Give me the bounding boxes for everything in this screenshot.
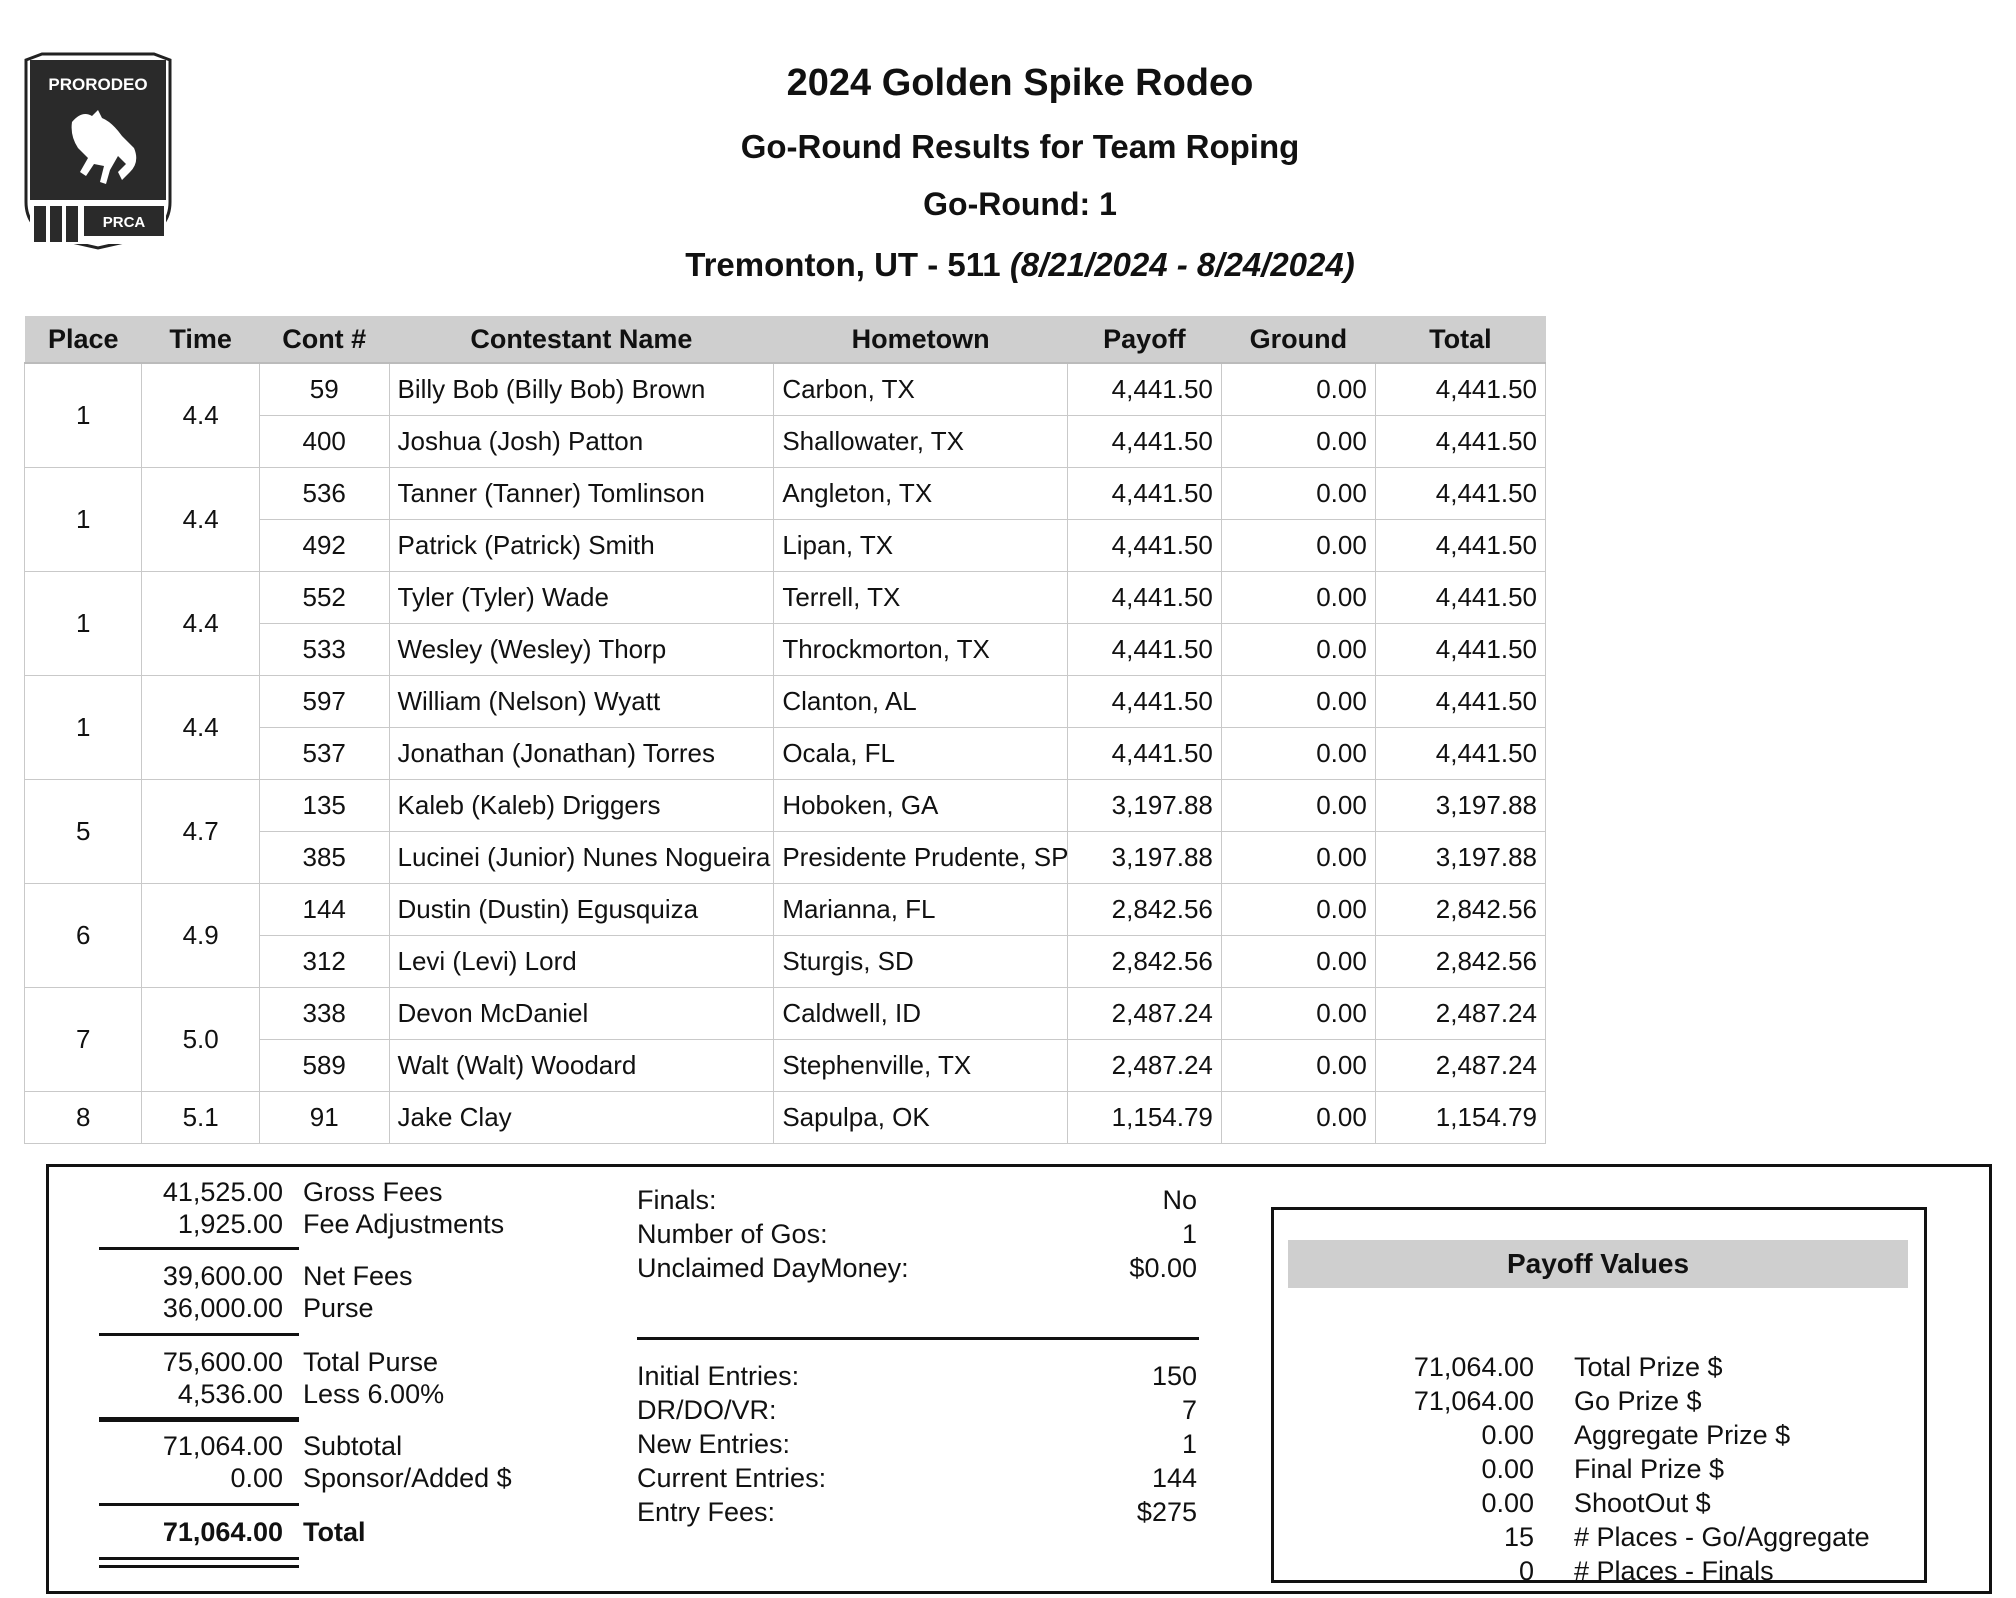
info-row [637,1361,1197,1395]
fee-label: Total [303,1517,366,1547]
hometown-cell: Presidente Prudente, SP [774,832,1068,884]
ground-cell: 0.00 [1221,936,1375,988]
col-header-payoff: Payoff [1067,316,1221,363]
place-cell: 8 [25,1092,142,1144]
place-cell: 6 [25,884,142,988]
payoff-cell: 1,154.79 [1067,1092,1221,1144]
prca-prorodeo-logo [22,52,174,250]
fee-label: Fee Adjustments [303,1209,505,1239]
info-value: 1 [1181,1219,1197,1249]
info-value: 1 [1181,1429,1197,1459]
total-cell: 4,441.50 [1375,676,1545,728]
time-cell: 4.4 [142,572,259,676]
info-label: Initial Entries: [637,1361,800,1391]
cont-num-cell: 536 [259,468,389,520]
total-cell: 2,842.56 [1375,936,1545,988]
time-cell: 4.7 [142,780,259,884]
fee-label: Gross Fees [303,1177,443,1207]
payoff-values-title: Payoff Values [1288,1240,1908,1288]
payoff-label: Go Prize $ [1574,1386,1702,1416]
total-cell: 4,441.50 [1375,624,1545,676]
fee-amount: 36,000.00 [162,1293,283,1323]
time-cell: 4.4 [142,468,259,572]
payoff-value: 71,064.00 [1413,1352,1534,1382]
page-title: 2024 Golden Spike Rodeo [786,62,1254,104]
time-cell: 4.4 [142,676,259,780]
fee-amount: 71,064.00 [162,1431,283,1461]
fee-row [49,1261,609,1295]
go-round-label: Go-Round: 1 [923,186,1117,222]
total-cell: 2,842.56 [1375,884,1545,936]
col-header-total: Total [1375,316,1545,363]
fee-row [49,1347,609,1381]
cont-num-cell: 537 [259,728,389,780]
contestant-name-cell: Patrick (Patrick) Smith [389,520,774,572]
table-row [25,572,1546,624]
info-label: Finals: [637,1185,717,1215]
fee-amount: 0.00 [230,1463,283,1493]
info-divider [637,1337,1199,1340]
time-cell: 4.9 [142,884,259,988]
hometown-cell: Caldwell, ID [774,988,1068,1040]
contestant-name-cell: Jake Clay [389,1092,774,1144]
info-label: DR/DO/VR: [637,1395,777,1425]
location-line [560,246,1480,284]
payoff-value: 0.00 [1481,1454,1534,1484]
payoff-row [1274,1488,1914,1522]
place-cell: 5 [25,780,142,884]
total-cell: 4,441.50 [1375,728,1545,780]
fee-label: Total Purse [303,1347,439,1377]
info-value: $0.00 [1129,1253,1197,1283]
hometown-cell: Sapulpa, OK [774,1092,1068,1144]
info-value: 7 [1181,1395,1197,1425]
results-table [24,316,1546,1144]
payoff-cell: 2,487.24 [1067,1040,1221,1092]
total-cell: 4,441.50 [1375,468,1545,520]
hometown-cell: Shallowater, TX [774,416,1068,468]
logo-top-text: PRORODEO [48,75,148,94]
hometown-cell: Carbon, TX [774,363,1068,416]
ground-cell: 0.00 [1221,416,1375,468]
logo-bottom-text: PRCA [102,214,146,231]
cont-num-cell: 533 [259,624,389,676]
table-row [25,468,1546,520]
total-cell: 3,197.88 [1375,780,1545,832]
cont-num-cell: 385 [259,832,389,884]
time-cell: 4.4 [142,363,259,468]
fee-amount: 1,925.00 [177,1209,283,1239]
date-range: (8/21/2024 - 8/24/2024) [1009,246,1355,283]
cont-num-cell: 135 [259,780,389,832]
fee-label: Less 6.00% [303,1379,445,1409]
contestant-name-cell: William (Nelson) Wyatt [389,676,774,728]
hometown-cell: Hoboken, GA [774,780,1068,832]
ground-cell: 0.00 [1221,624,1375,676]
info-label: Current Entries: [637,1463,827,1493]
fee-amount: 75,600.00 [162,1347,283,1377]
time-cell: 5.1 [142,1092,259,1144]
cont-num-cell: 589 [259,1040,389,1092]
info-value: $275 [1136,1497,1197,1527]
fee-amount: 39,600.00 [162,1261,283,1291]
payoff-cell: 3,197.88 [1067,780,1221,832]
payoff-row [1274,1522,1914,1556]
hometown-cell: Angleton, TX [774,468,1068,520]
place-cell: 1 [25,676,142,780]
ground-cell: 0.00 [1221,676,1375,728]
info-row [637,1429,1197,1463]
results-body [25,363,1546,1144]
payoff-value: 0.00 [1481,1420,1534,1450]
info-label: New Entries: [637,1429,791,1459]
payoff-value: 15 [1503,1522,1534,1552]
time-cell: 5.0 [142,988,259,1092]
payoff-value: 71,064.00 [1413,1386,1534,1416]
contestant-name-cell: Levi (Levi) Lord [389,936,774,988]
ground-cell: 0.00 [1221,780,1375,832]
fee-amount: 71,064.00 [162,1517,283,1547]
info-value: 144 [1151,1463,1197,1493]
cont-num-cell: 91 [259,1092,389,1144]
contestant-name-cell: Billy Bob (Billy Bob) Brown [389,363,774,416]
table-row [25,988,1546,1040]
total-cell: 4,441.50 [1375,363,1545,416]
payoff-cell: 4,441.50 [1067,520,1221,572]
ground-cell: 0.00 [1221,1092,1375,1144]
ground-cell: 0.00 [1221,572,1375,624]
summary-box [46,1164,1992,1594]
payoff-cell: 4,441.50 [1067,624,1221,676]
payoff-cell: 4,441.50 [1067,416,1221,468]
info-top-list [637,1185,1197,1287]
col-header-contestant-name: Contestant Name [389,316,774,363]
ground-cell: 0.00 [1221,520,1375,572]
payoff-cell: 4,441.50 [1067,468,1221,520]
payoff-cell: 3,197.88 [1067,832,1221,884]
cont-num-cell: 552 [259,572,389,624]
info-value: No [1162,1185,1197,1215]
hometown-cell: Ocala, FL [774,728,1068,780]
contestant-name-cell: Wesley (Wesley) Thorp [389,624,774,676]
contestant-name-cell: Walt (Walt) Woodard [389,1040,774,1092]
info-value: 150 [1151,1361,1197,1391]
payoff-cell: 2,842.56 [1067,936,1221,988]
fee-row [49,1431,609,1465]
fee-label: Subtotal [303,1431,403,1461]
fee-label: Sponsor/Added $ [303,1463,512,1493]
contestant-name-cell: Dustin (Dustin) Egusquiza [389,884,774,936]
ground-cell: 0.00 [1221,468,1375,520]
hometown-cell: Clanton, AL [774,676,1068,728]
contestant-name-cell: Tanner (Tanner) Tomlinson [389,468,774,520]
payoff-values-box [1271,1207,1927,1586]
contestant-name-cell: Lucinei (Junior) Nunes Nogueira [389,832,774,884]
total-underline [99,1565,299,1568]
fee-row [49,1517,609,1551]
ground-cell: 0.00 [1221,363,1375,416]
info-bottom-list [637,1361,1197,1531]
place-cell: 1 [25,572,142,676]
table-row [25,676,1546,728]
fees-divider [99,1333,299,1336]
payoff-cell: 4,441.50 [1067,572,1221,624]
info-row [637,1185,1197,1219]
page-subtitle: Go-Round Results for Team Roping [740,128,1300,165]
info-row [637,1463,1197,1497]
hometown-cell: Terrell, TX [774,572,1068,624]
cont-num-cell: 144 [259,884,389,936]
col-header-time: Time [142,316,259,363]
payoff-cell: 2,842.56 [1067,884,1221,936]
ground-cell: 0.00 [1221,832,1375,884]
col-header-hometown: Hometown [774,316,1068,363]
col-header-place: Place [25,316,142,363]
ground-cell: 0.00 [1221,884,1375,936]
ground-cell: 0.00 [1221,988,1375,1040]
cont-num-cell: 492 [259,520,389,572]
info-row [637,1219,1197,1253]
payoff-cell: 4,441.50 [1067,676,1221,728]
contestant-name-cell: Jonathan (Jonathan) Torres [389,728,774,780]
contestant-name-cell: Kaleb (Kaleb) Driggers [389,780,774,832]
payoff-value: 0.00 [1481,1488,1534,1518]
hometown-cell: Marianna, FL [774,884,1068,936]
fee-row [49,1293,609,1327]
payoff-row [1274,1420,1914,1454]
table-header-row [25,316,1546,363]
total-cell: 2,487.24 [1375,1040,1545,1092]
fee-amount: 4,536.00 [177,1379,283,1409]
hometown-cell: Stephenville, TX [774,1040,1068,1092]
fee-row [49,1463,609,1497]
table-row [25,780,1546,832]
total-cell: 4,441.50 [1375,416,1545,468]
hometown-cell: Sturgis, SD [774,936,1068,988]
fees-divider [99,1247,299,1250]
table-row [25,884,1546,936]
info-row [637,1395,1197,1429]
ground-cell: 0.00 [1221,1040,1375,1092]
cont-num-cell: 338 [259,988,389,1040]
payoff-cell: 4,441.50 [1067,728,1221,780]
contestant-name-cell: Tyler (Tyler) Wade [389,572,774,624]
info-label: Entry Fees: [637,1497,776,1527]
fees-divider [99,1503,299,1506]
fee-label: Purse [303,1293,374,1323]
payoff-label: ShootOut $ [1574,1488,1711,1518]
fee-label: Net Fees [303,1261,413,1291]
col-header-ground: Ground [1221,316,1375,363]
payoff-row [1274,1454,1914,1488]
table-row [25,363,1546,416]
cont-num-cell: 597 [259,676,389,728]
payoff-cell: 2,487.24 [1067,988,1221,1040]
place-cell: 1 [25,363,142,468]
payoff-label: Total Prize $ [1574,1352,1723,1382]
contestant-name-cell: Devon McDaniel [389,988,774,1040]
fees-divider [99,1417,299,1422]
cont-num-cell: 400 [259,416,389,468]
info-row [637,1497,1197,1531]
info-label: Unclaimed DayMoney: [637,1253,909,1283]
payoff-label: # Places - Go/Aggregate [1574,1522,1870,1552]
entry-info-column [637,1185,1197,1527]
location-text: Tremonton, UT - 511 [685,246,1001,283]
payoff-label: Aggregate Prize $ [1574,1420,1791,1450]
payoff-cell: 4,441.50 [1067,363,1221,416]
info-row [637,1253,1197,1287]
cont-num-cell: 59 [259,363,389,416]
total-cell: 4,441.50 [1375,572,1545,624]
hometown-cell: Lipan, TX [774,520,1068,572]
place-cell: 1 [25,468,142,572]
ground-cell: 0.00 [1221,728,1375,780]
payoff-value: 0 [1518,1556,1534,1586]
payoff-row [1274,1352,1914,1386]
payoff-row [1274,1386,1914,1420]
fee-amount: 41,525.00 [162,1177,283,1207]
total-cell: 2,487.24 [1375,988,1545,1040]
place-cell: 7 [25,988,142,1092]
table-row [25,1092,1546,1144]
payoff-row [1274,1556,1914,1590]
col-header-cont-num: Cont # [259,316,389,363]
total-cell: 1,154.79 [1375,1092,1545,1144]
cont-num-cell: 312 [259,936,389,988]
fee-row [49,1209,609,1243]
payoff-label: Final Prize $ [1574,1454,1725,1484]
total-cell: 3,197.88 [1375,832,1545,884]
total-cell: 4,441.50 [1375,520,1545,572]
contestant-name-cell: Joshua (Josh) Patton [389,416,774,468]
hometown-cell: Throckmorton, TX [774,624,1068,676]
info-label: Number of Gos: [637,1219,828,1249]
total-underline [99,1557,299,1560]
fee-row [49,1177,609,1211]
fee-row [49,1379,609,1413]
payoff-label: # Places - Finals [1574,1556,1774,1586]
